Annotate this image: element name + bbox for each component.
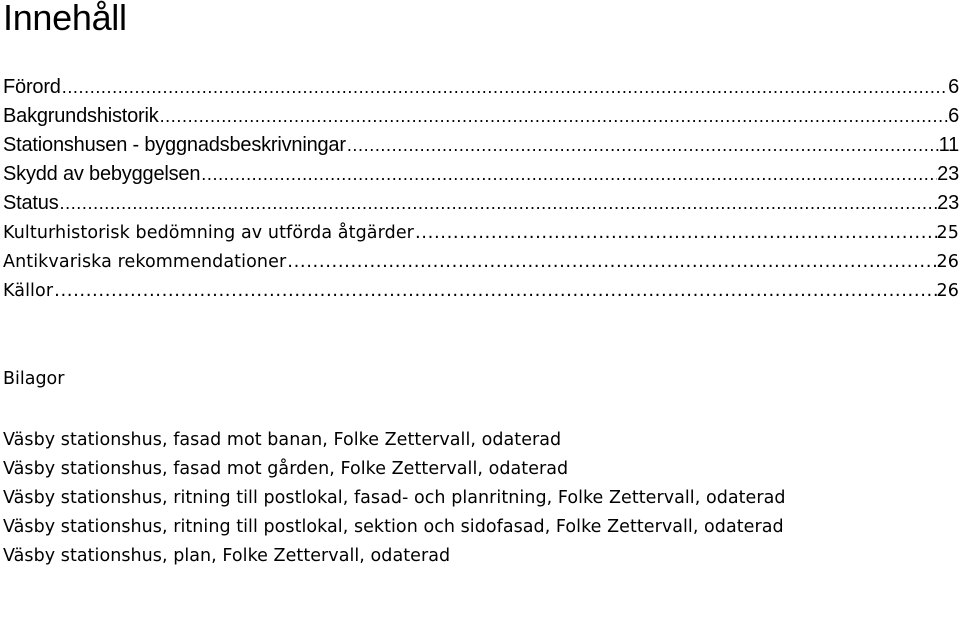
toc-entry-label: Status	[3, 192, 59, 214]
toc-entry-label: Kulturhistorisk bedömning av utförda åtgärder	[3, 223, 414, 243]
toc-dot-leader	[200, 160, 937, 189]
toc-entry-label: Bakgrundshistorik	[3, 105, 159, 127]
appendix-item: Väsby stationshus, fasad mot banan, Folke Zettervall, odaterad	[3, 430, 562, 450]
toc-entry	[3, 189, 960, 218]
page-title: Innehåll	[3, 0, 127, 38]
toc-entry	[3, 160, 960, 189]
toc-entry-label: Antikvariska rekommendationer	[3, 252, 287, 272]
toc-dot-leader	[159, 102, 948, 131]
toc-entry-page: 25	[936, 223, 959, 243]
appendix-item: Väsby stationshus, ritning till postlokal, fasad- och planritning, Folke Zettervall, odaterad	[3, 488, 786, 508]
toc-dot-leader	[346, 131, 939, 160]
appendix-item: Väsby stationshus, plan, Folke Zettervall, odaterad	[3, 546, 451, 566]
toc-entry	[3, 218, 960, 247]
toc-entry	[3, 276, 960, 305]
toc-entry-page: 23	[937, 192, 959, 214]
toc-entry	[3, 102, 960, 131]
appendix-item: Väsby stationshus, fasad mot gården, Folke Zettervall, odaterad	[3, 459, 569, 479]
toc-entry	[3, 247, 960, 276]
toc-entry-label: Källor	[3, 281, 54, 301]
toc-entry	[3, 131, 960, 160]
toc-entry-page: 26	[936, 252, 959, 272]
toc-entry-page: 11	[938, 134, 959, 156]
toc-entry-page: 6	[948, 76, 959, 98]
toc-entry-label: Förord	[3, 76, 61, 98]
toc-entry-label: Stationshusen - byggnadsbeskrivningar	[3, 134, 346, 156]
toc-dot-leader	[414, 218, 937, 247]
toc-entry-page: 6	[948, 105, 959, 127]
toc-entry-page: 26	[936, 281, 959, 301]
toc-entry	[3, 73, 960, 102]
appendix-item: Väsby stationshus, ritning till postlokal, sektion och sidofasad, Folke Zettervall, odaterad	[3, 517, 784, 537]
appendix-list	[3, 426, 953, 571]
toc-dot-leader	[61, 73, 948, 102]
table-of-contents	[3, 73, 960, 305]
toc-dot-leader	[59, 189, 938, 218]
toc-entry-label: Skydd av bebyggelsen	[3, 163, 201, 185]
appendix-heading: Bilagor	[3, 369, 65, 389]
toc-entry-page: 23	[937, 163, 959, 185]
toc-dot-leader	[53, 276, 936, 305]
toc-dot-leader	[286, 247, 936, 276]
